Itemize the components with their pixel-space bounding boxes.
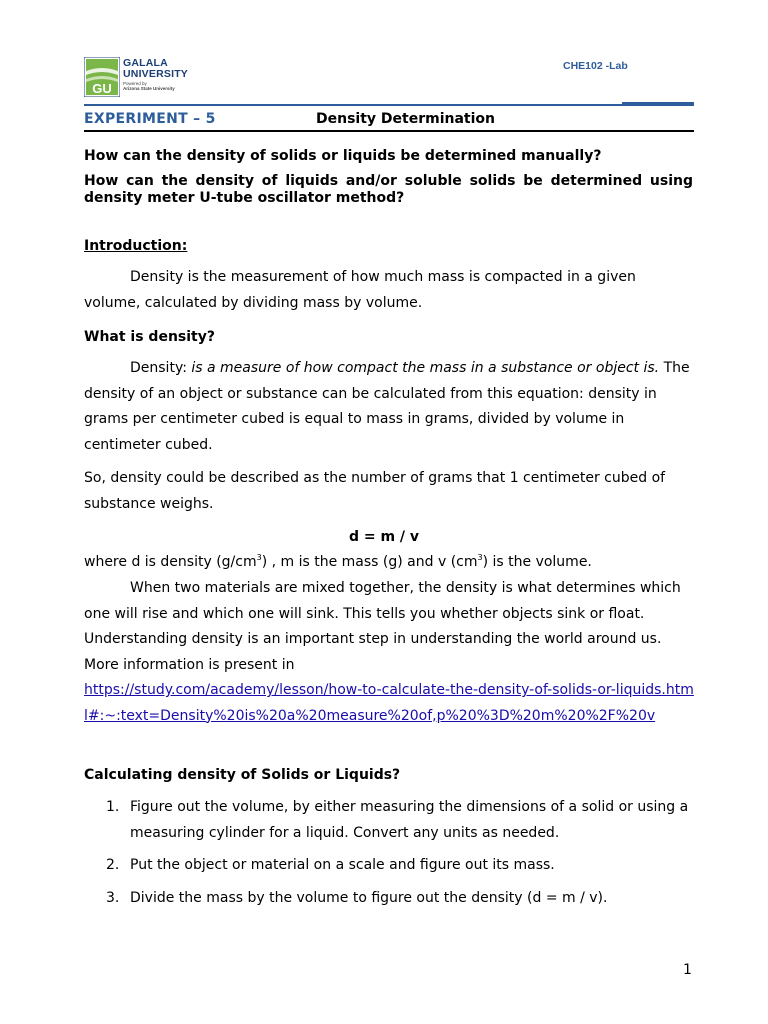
list-number: 3. [106,889,120,906]
where-part-a: where d is density (g/cm [84,554,257,570]
logo-partner: Arizona State University [123,86,175,91]
what-is-density-heading: What is density? [84,329,215,345]
course-code: CHE102 -Lab [563,60,628,72]
gu-logo-icon [84,57,120,97]
definition-italic: is a measure of how compact the mass in a substance or object is. [191,360,660,376]
density-description-paragraph: So, density could be described as the number of grams that 1 centimeter cubed of substance weighs. [84,470,666,512]
list-item [84,853,696,879]
superscript-3: 3 [256,553,262,562]
logo-name-line2: UNIVERSITY [123,68,189,80]
question-1: How can the density of solids or liquids be determined manually? [84,148,602,164]
list-item [84,795,696,846]
title-rule [84,130,694,132]
formula-where-line [84,550,696,576]
list-text: Figure out the volume, by either measuring the dimensions of a solid or using a measuring cylinder for a liquid. Convert any units as needed. [130,799,689,841]
definition-prefix: Density: [130,360,192,376]
page-number: 1 [683,962,692,978]
svg-text:GU: GU [92,81,112,96]
mixing-paragraph [84,576,696,729]
introduction-paragraph: Density is the measurement of how much mass is compacted in a given volume, calculated by dividing mass by volume. [84,269,636,311]
logo-wordmark [123,58,188,91]
density-definition-paragraph [84,356,696,458]
reference-link[interactable]: https://study.com/academy/lesson/how-to-calculate-the-density-of-solids-or-liquids.html#:~:text=Density%20is%20a%20measure%20of,p%20%3D%20m%20%2F%20v [84,682,694,724]
experiment-label: EXPERIMENT – 5 [84,111,216,127]
density-formula: d = m / v [348,529,420,545]
list-number: 2. [106,857,120,873]
where-part-b: ) , m is the mass (g) and v (cm [261,554,478,570]
experiment-title: Density Determination [316,111,495,127]
university-logo [84,57,202,101]
steps-list [84,795,696,911]
list-item [84,886,696,912]
logo-powered-by: Powered by [123,81,147,86]
mixing-text: When two materials are mixed together, the density is what determines which one will rise and which one will sink. This tells you whether objects sink or float. Understanding density is an important step in understanding the world around us. More information is present in [84,580,681,673]
header-rule [84,104,694,106]
where-part-c: ) is the volume. [482,554,592,570]
superscript-3: 3 [477,553,483,562]
logo-name-line1: GALALA [123,57,168,69]
list-text: Divide the mass by the volume to figure out the density (d = m / v). [130,889,608,906]
question-2: How can the density of liquids and/or soluble solids be determined using density meter U-tube oscillator method? [84,173,693,206]
list-text: Put the object or material on a scale and figure out its mass. [130,857,555,873]
list-number: 1. [106,799,120,815]
definition-rest: The density of an object or substance can be calculated from this equation: density in grams per centimeter cubed is equal to mass in grams, divided by volume in centimeter cubed. [84,360,690,453]
reference-link-container [84,678,696,729]
calculating-heading: Calculating density of Solids or Liquids? [84,767,401,783]
introduction-heading: Introduction: [84,238,188,254]
